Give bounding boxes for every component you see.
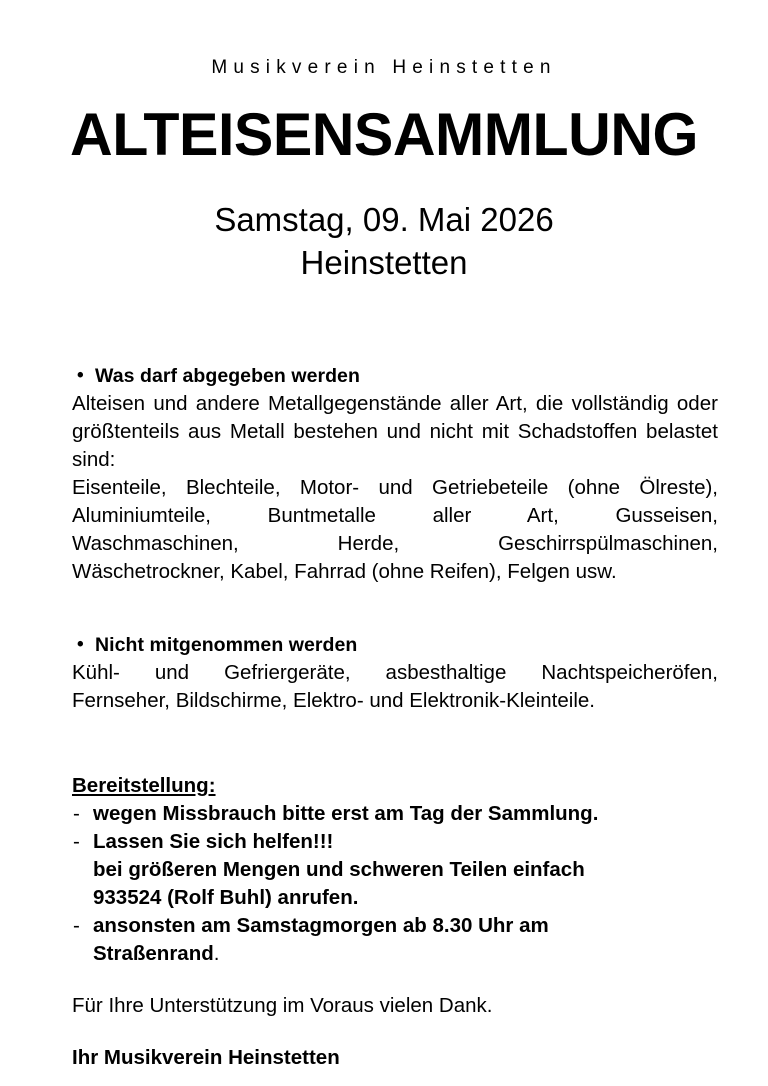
event-details <box>0 198 768 285</box>
section-rejected-items <box>72 631 718 715</box>
provision-item-3-period: . <box>213 942 220 965</box>
bullet-icon: • <box>77 634 84 655</box>
provision-item-2-line-2: bei größeren Mengen und schweren Teilen einfach <box>93 858 585 881</box>
event-location: Heinstetten <box>300 244 468 282</box>
dash-icon: - <box>73 914 80 937</box>
accepted-items-line-4: Wäschetrockner, Kabel, Fahrrad (ohne Reifen), Felgen usw. <box>72 560 617 583</box>
body-content <box>72 362 718 1072</box>
list-item <box>72 912 718 968</box>
provision-item-3-line-1: ansonsten am Samstagmorgen ab 8.30 Uhr am <box>93 914 549 937</box>
provision-item-2-line-3: 933524 (Rolf Buhl) anrufen. <box>93 886 359 909</box>
spacer-before-signature <box>72 1020 718 1044</box>
provision-item-1-line-1: wegen Missbrauch bitte erst am Tag der Sammlung. <box>93 802 599 825</box>
bullet-icon: • <box>77 365 84 386</box>
accepted-items-line-2: Aluminiumteile, Buntmetalle aller Art, Gusseisen, <box>72 504 718 527</box>
page-title: ALTEISENSAMMLUNG <box>70 100 698 168</box>
spacer-before-closing <box>72 968 718 992</box>
list-item <box>72 800 718 828</box>
accepted-items-line-3: Waschmaschinen, Herde, Geschirrspülmaschinen, <box>72 532 718 555</box>
provision-item-3-street-word: Straßenrand <box>93 942 214 965</box>
rejected-items-line-1: Kühl- und Gefriergeräte, asbesthaltige Nachtspeicheröfen, <box>72 661 718 684</box>
provision-item-3-line-2 <box>93 940 718 968</box>
section-accepted-items <box>72 362 718 586</box>
section-provision <box>72 772 718 968</box>
accepted-description: Alteisen und andere Metallgegenstände aller Art, die vollständig oder größtenteils aus Metall bestehen und nicht mit Schadstoffen belastet sind: <box>72 392 718 471</box>
provision-list <box>72 800 718 968</box>
dash-icon: - <box>73 802 80 825</box>
rejected-heading <box>72 631 718 659</box>
spacer-after-accepted <box>72 586 718 631</box>
rejected-items-line-2: Fernseher, Bildschirme, Elektro- und Elektronik-Kleinteile. <box>72 689 595 712</box>
dash-icon: - <box>73 830 80 853</box>
rejected-heading-label: Nicht mitgenommen werden <box>95 634 358 656</box>
list-item <box>72 828 718 912</box>
provision-item-2-line-1: Lassen Sie sich helfen!!! <box>93 830 334 853</box>
spacer-after-rejected <box>72 715 718 772</box>
accepted-heading-label: Was darf abgegeben werden <box>95 365 360 387</box>
provision-title: Bereitstellung: <box>72 774 216 797</box>
organization-name: Musikverein Heinstetten <box>211 57 557 78</box>
accepted-heading <box>72 362 718 390</box>
provision-title-wrap <box>72 772 718 800</box>
closing-thanks: Für Ihre Unterstützung im Voraus vielen Dank. <box>72 994 493 1017</box>
closing-signature: Ihr Musikverein Heinstetten <box>72 1046 340 1069</box>
event-date: Samstag, 09. Mai 2026 <box>214 200 554 238</box>
accepted-items-line-1: Eisenteile, Blechteile, Motor- und Getriebeteile (ohne Ölreste), <box>72 476 718 499</box>
